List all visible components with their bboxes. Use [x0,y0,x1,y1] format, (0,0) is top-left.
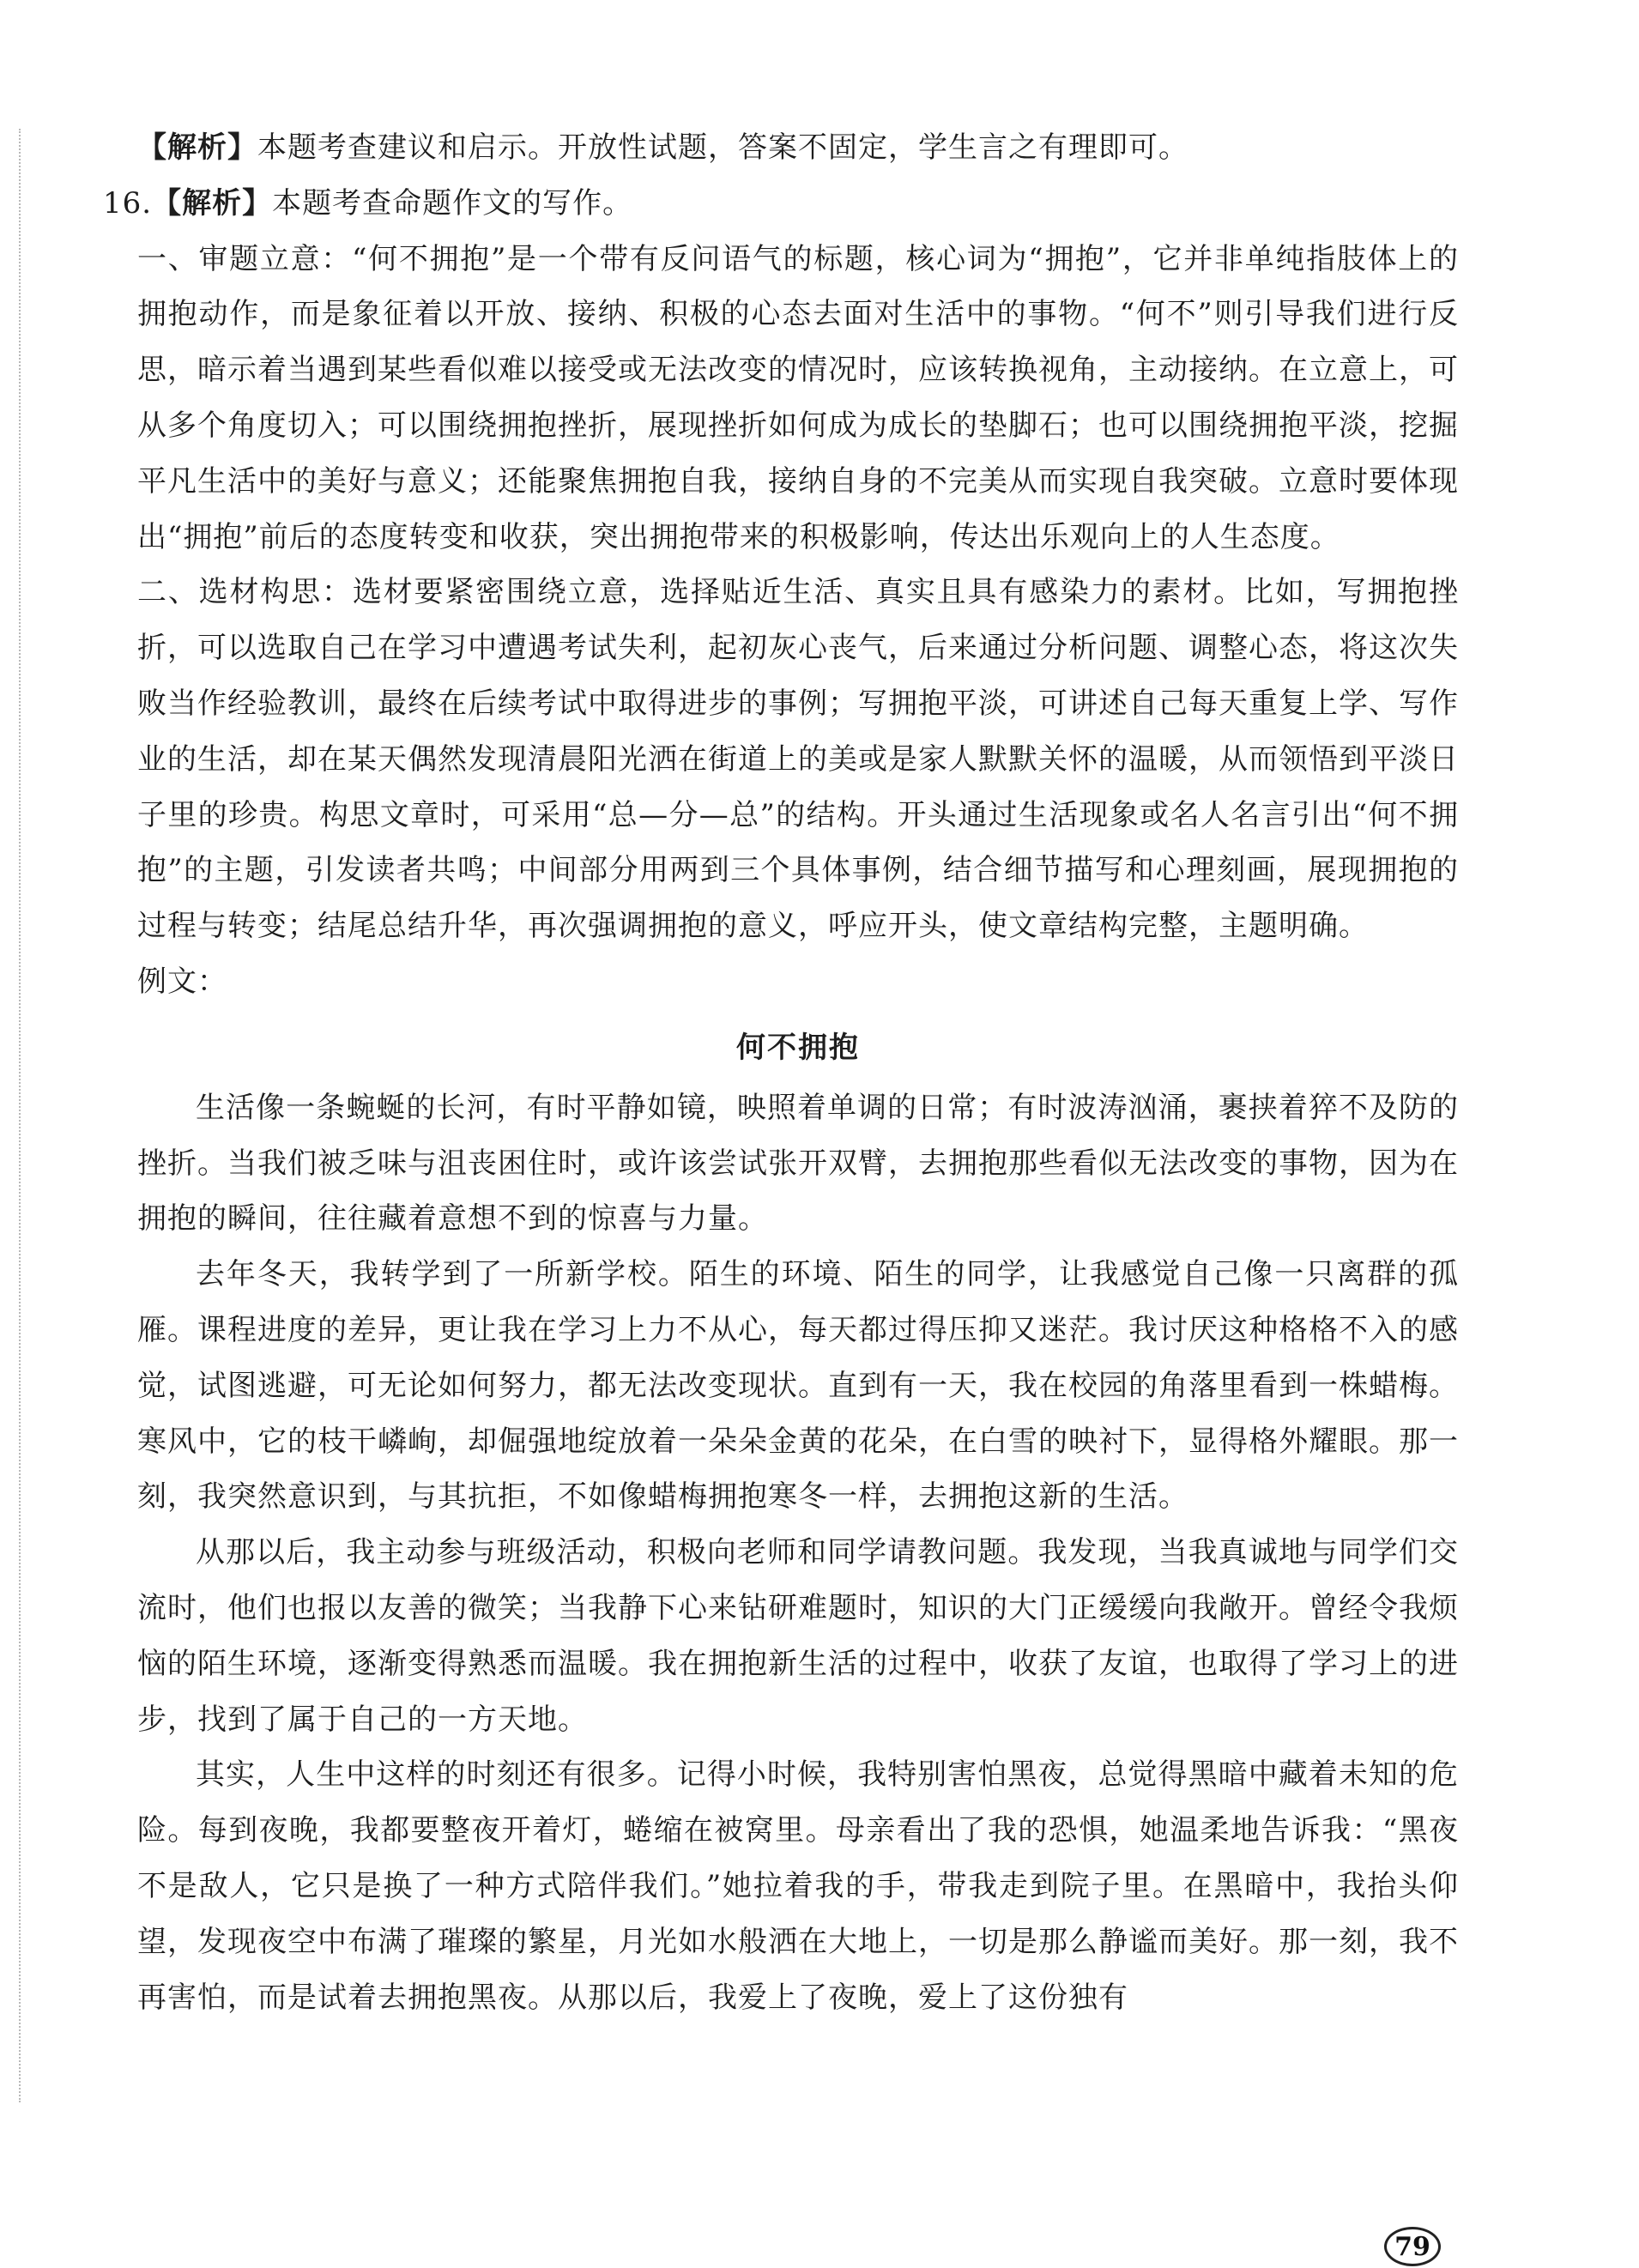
analysis-16-paragraph [103,176,1459,232]
essay-paragraph: 其实，人生中这样的时刻还有很多。记得小时候，我特别害怕黑夜，总觉得黑暗中藏着未知的危险。每到夜晚，我都要整夜开着灯，蜷缩在被窝里。母亲看出了我的恐惧，她温柔地告诉我：“黑夜不是敌人，它只是换了一种方式陪伴我们。”她拉着我的手，带我走到院子里。在黑暗中，我抬头仰望，发现夜空中布满了璀璨的繁星，月光如水般洒在大地上，一切是那么静谧而美好。那一刻，我不再害怕，而是试着去拥抱黑夜。从那以后，我爱上了夜晚，爱上了这份独有 [137,1757,1459,2015]
analysis-15-paragraph [137,120,1459,176]
page-content [103,120,1459,2025]
essay-paragraph: 生活像一条蜿蜒的长河，有时平静如镜，映照着单调的日常；有时波涛汹涌，裹挟着猝不及防的挫折。当我们被乏味与沮丧困住时，或许该尝试张开双臂，去拥抱那些看似无法改变的事物，因为在拥抱的瞬间，往往藏着意想不到的惊喜与力量。 [137,1090,1459,1237]
essay-title: 何不拥抱 [736,1030,860,1065]
essay-paragraph: 去年冬天，我转学到了一所新学校。陌生的环境、陌生的同学，让我感觉自己像一只离群的孤雁。课程进度的差异，更让我在学习上力不从心，每天都过得压抑又迷茫。我讨厌这种格格不入的感觉，试图逃避，可无论如何努力，都无法改变现状。直到有一天，我在校园的角落里看到一株蜡梅。寒风中，它的枝干嶙峋，却倔强地绽放着一朵朵金黄的花朵，在白雪的映衬下，显得格外耀眼。那一刻，我突然意识到，与其抗拒，不如像蜡梅拥抱寒冬一样，去拥抱这新的生活。 [137,1257,1459,1515]
essay-paragraph: 从那以后，我主动参与班级活动，积极向老师和同学请教问题。我发现，当我真诚地与同学们交流时，他们也报以友善的微笑；当我静下心来钻研难题时，知识的大门正缓缓向我敞开。曾经令我烦恼的陌生环境，逐渐变得熟悉而温暖。我在拥抱新生活的过程中，收获了友谊，也取得了学习上的进步，找到了属于自己的一方天地。 [137,1535,1459,1737]
analysis-tag: 【解析】 [152,185,273,221]
example-label: 例文： [137,964,227,999]
analysis-tag: 【解析】 [137,130,257,165]
section-material-selection: 二、选材构思：选材要紧密围绕立意，选择贴近生活、真实且具有感染力的素材。比如，写拥抱挫折，可以选取自己在学习中遭遇考试失利，起初灰心丧气，后来通过分析问题、调整心态，将这次失败当作经验教训，最终在后续考试中取得进步的事例；写拥抱平淡，可讲述自己每天重复上学、写作业的生活，却在某天偶然发现清晨阳光洒在街道上的美或是家人默默关怀的温暖，从而领悟到平淡日子里的珍贵。构思文章时，可采用“总—分—总”的结构。开头通过生活现象或名人名言引出“何不拥抱”的主题，引发读者共鸣；中间部分用两到三个具体事例，结合细节描写和心理刻画，展现拥抱的过程与转变；结尾总结升华，再次强调拥抱的意义，呼应开头，使文章结构完整，主题明确。 [137,575,1459,944]
section-topic-analysis: 一、审题立意：“何不拥抱”是一个带有反问语气的标题，核心词为“拥抱”，它并非单纯指肢体上的拥抱动作，而是象征着以开放、接纳、积极的心态去面对生活中的事物。“何不”则引导我们进行反思，暗示着当遇到某些看似难以接受或无法改变的情况时，应该转换视角，主动接纳。在立意上，可从多个角度切入；可以围绕拥抱挫折，展现挫折如何成为成长的垫脚石；也可以围绕拥抱平淡，挖掘平凡生活中的美好与意义；还能聚焦拥抱自我，接纳自身的不完美从而实现自我突破。立意时要体现出“拥抱”前后的态度转变和收获，突出拥抱带来的积极影响，传达出乐观向上的人生态度。 [137,241,1459,554]
analysis-16-text: 本题考查命题作文的写作。 [272,185,633,221]
analysis-15-text: 本题考查建议和启示。开放性试题，答案不固定，学生言之有理即可。 [257,130,1188,165]
margin-dotted-line [19,129,21,2102]
question-number: 16. [103,185,153,221]
page-number: 79 [1384,2227,1441,2266]
